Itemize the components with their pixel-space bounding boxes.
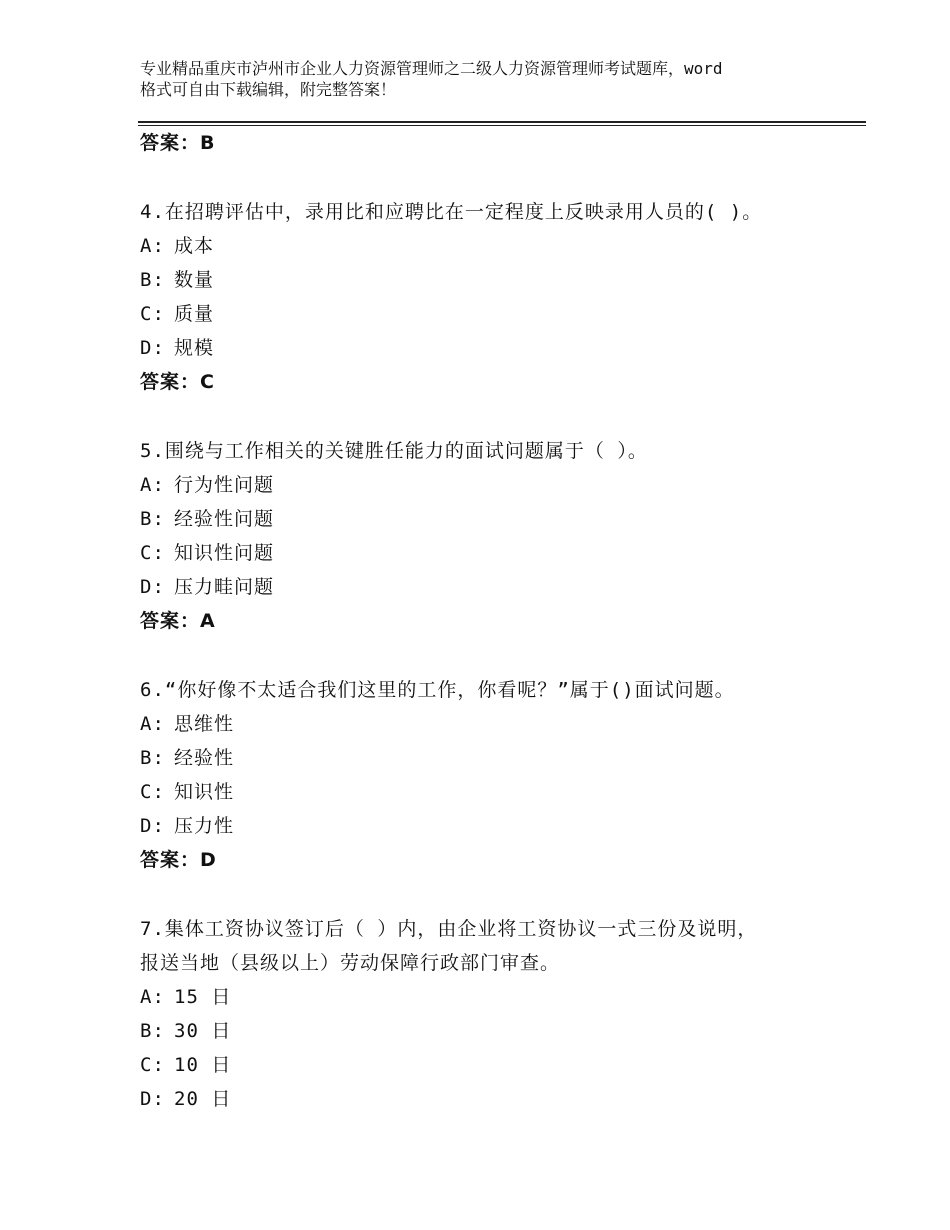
option-key: B: <box>140 269 165 291</box>
question-answer: 答案：A <box>140 610 216 632</box>
header-divider <box>138 121 866 123</box>
option-a <box>140 234 214 258</box>
option-a <box>140 985 231 1009</box>
option-text: 规模 <box>174 337 215 359</box>
header-divider-thin <box>138 125 866 126</box>
option-text: 知识性 <box>174 781 235 803</box>
option-text: 数量 <box>174 269 215 291</box>
option-d <box>140 575 274 599</box>
option-text: 行为性问题 <box>174 474 275 496</box>
option-key: D: <box>140 815 165 837</box>
option-a <box>140 712 234 736</box>
option-text: 思维性 <box>174 713 235 735</box>
option-b <box>140 1019 231 1043</box>
header-line-2: 格式可自由下载编辑，附完整答案！ <box>140 80 397 99</box>
option-key: C: <box>140 781 165 803</box>
document-header <box>140 58 840 100</box>
option-key: C: <box>140 542 165 564</box>
option-key: A: <box>140 986 165 1008</box>
option-text: 经验性 <box>174 747 235 769</box>
option-key: A: <box>140 474 165 496</box>
option-d <box>140 336 214 360</box>
option-key: C: <box>140 303 165 325</box>
option-c <box>140 302 214 326</box>
option-key: D: <box>140 576 165 598</box>
option-text: 10 日 <box>174 1054 232 1076</box>
option-a <box>140 473 274 497</box>
question-answer: 答案：C <box>140 371 215 393</box>
previous-answer: 答案：B <box>140 132 216 154</box>
question-stem: 5.围绕与工作相关的关键胜任能力的面试问题属于（ ）。 <box>140 440 648 462</box>
question-answer: 答案：D <box>140 849 217 871</box>
option-b <box>140 746 234 770</box>
option-key: C: <box>140 1054 165 1076</box>
header-line-1: 专业精品重庆市泸州市企业人力资源管理师之二级人力资源管理师考试题库，word <box>140 59 723 78</box>
option-text: 15 日 <box>174 986 232 1008</box>
option-text: 30 日 <box>174 1020 232 1042</box>
option-text: 经验性问题 <box>174 508 275 530</box>
option-text: 成本 <box>174 235 215 257</box>
question-stem: 7.集体工资协议签订后（ ）内，由企业将工资协议一式三份及说明， <box>140 918 758 940</box>
option-b <box>140 507 274 531</box>
option-text: 压力畦问题 <box>174 576 275 598</box>
option-c <box>140 780 234 804</box>
option-c <box>140 541 274 565</box>
option-text: 20 日 <box>174 1088 232 1110</box>
option-key: A: <box>140 713 165 735</box>
option-d <box>140 814 234 838</box>
option-text: 压力性 <box>174 815 235 837</box>
option-text: 知识性问题 <box>174 542 275 564</box>
question-stem: 6.“你好像不太适合我们这里的工作，你看呢？”属于()面试问题。 <box>140 679 735 701</box>
option-key: A: <box>140 235 165 257</box>
option-key: B: <box>140 747 165 769</box>
option-d <box>140 1087 231 1111</box>
option-text: 质量 <box>174 303 215 325</box>
option-key: B: <box>140 1020 165 1042</box>
option-key: D: <box>140 337 165 359</box>
question-stem-continued: 报送当地（县级以上）劳动保障行政部门审查。 <box>140 952 561 974</box>
option-key: B: <box>140 508 165 530</box>
question-stem: 4.在招聘评估中，录用比和应聘比在一定程度上反映录用人员的( )。 <box>140 201 763 223</box>
option-c <box>140 1053 231 1077</box>
option-key: D: <box>140 1088 165 1110</box>
option-b <box>140 268 214 292</box>
